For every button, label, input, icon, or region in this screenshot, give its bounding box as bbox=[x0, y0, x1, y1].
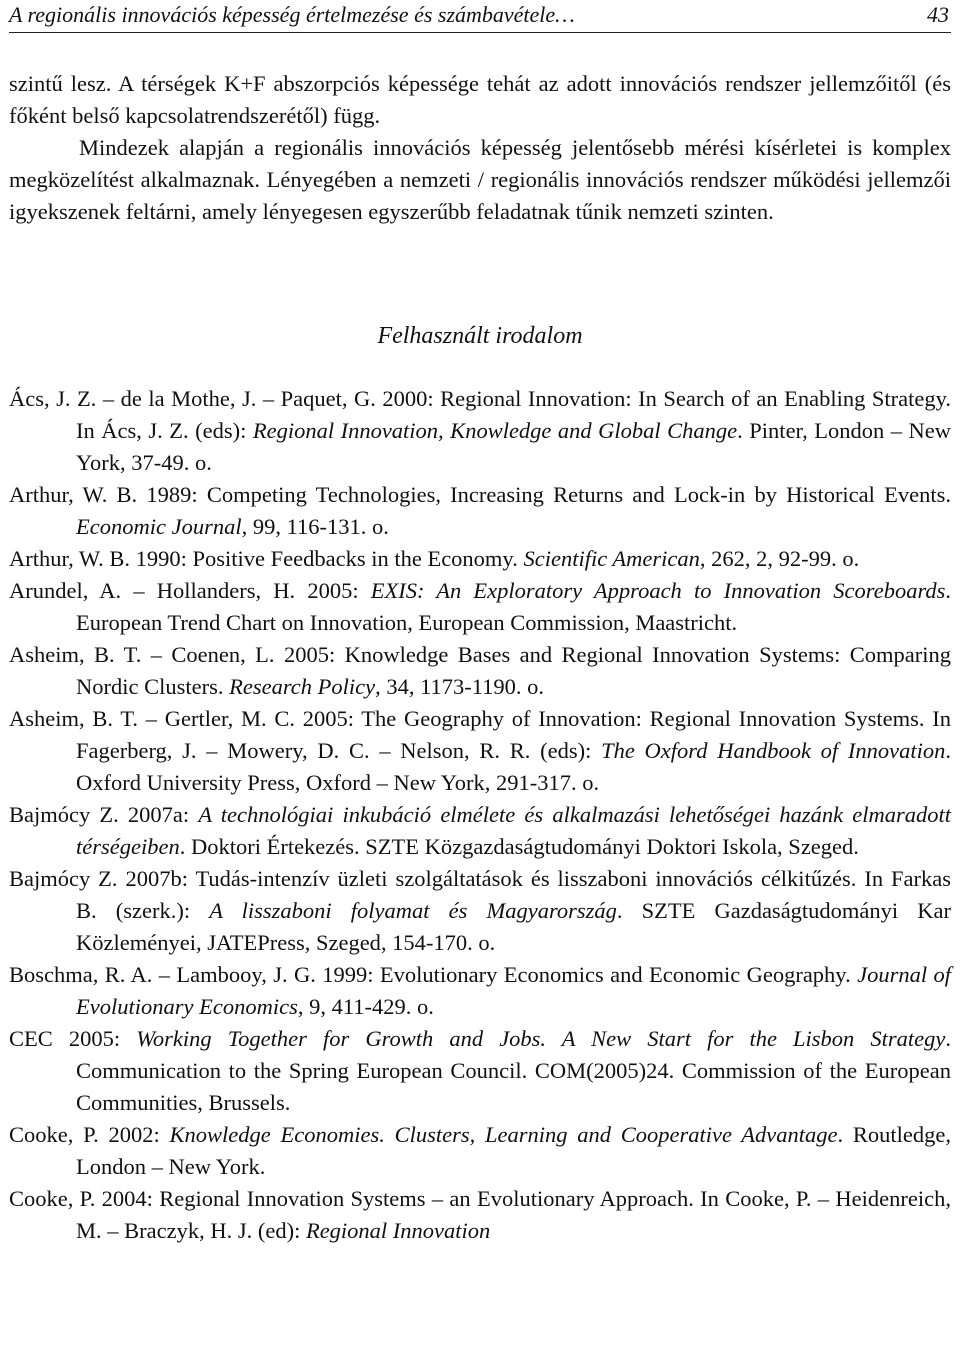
page-number: 43 bbox=[927, 2, 949, 27]
reference-item: Bajmócy Z. 2007b: Tudás-intenzív üzleti szolgáltatások és lisszaboni innovációs célkitűzés. In Farkas B. (szerk.): A lisszaboni folyamat és Magyarország. SZTE Gazdaságtudományi Kar Közleményei, JATEPress, Szeged, 154-170. o. bbox=[9, 866, 952, 955]
reference-item: Arthur, W. B. 1989: Competing Technologies, Increasing Returns and Lock-in by Historical Events. Economic Journal, 99, 116-131. o. bbox=[9, 482, 951, 539]
reference-item: Arthur, W. B. 1990: Positive Feedbacks in the Economy. Scientific American, 262, 2, 92-99. o. bbox=[9, 546, 860, 571]
reference-item: CEC 2005: Working Together for Growth and Jobs. A New Start for the Lisbon Strategy. Communication to the Spring European Council. COM(2005)24. Commission of the European Communities, Brussels. bbox=[9, 1026, 952, 1115]
body-text bbox=[9, 68, 951, 228]
reference-item: Cooke, P. 2002: Knowledge Economies. Clusters, Learning and Cooperative Advantage. Routledge, London – New York. bbox=[9, 1122, 952, 1179]
reference-list bbox=[9, 383, 951, 1247]
paragraph: szintű lesz. A térségek K+F abszorpciós képessége tehát az adott innovációs rendszer jellemzőitől (és főként belső kapcsolatrendszerétől) függ. bbox=[9, 71, 951, 128]
reference-item: Asheim, B. T. – Coenen, L. 2005: Knowledge Bases and Regional Innovation Systems: Comparing Nordic Clusters. Research Policy, 34, 1173-1190. o. bbox=[9, 642, 951, 699]
paragraph: Mindezek alapján a regionális innovációs képesség jelentősebb mérési kísérletei is komplex megközelítést alkalmaznak. Lényegében a nemzeti / regionális innovációs rendszer működési jellemzői igyekszenek feltárni, amely lényegesen egyszerűbb feladatnak tűnik nemzeti szinten. bbox=[9, 135, 951, 224]
reference-item: Bajmócy Z. 2007a: A technológiai inkubáció elmélete és alkalmazási lehetőségei hazánk elmaradott térségeiben. Doktori Értekezés. SZTE Közgazdaságtudományi Doktori Iskola, Szeged. bbox=[9, 802, 951, 859]
section-title: Felhasznált irodalom bbox=[377, 323, 583, 349]
reference-item: Asheim, B. T. – Gertler, M. C. 2005: The Geography of Innovation: Regional Innovation Systems. In Fagerberg, J. – Mowery, D. C. – Nelson, R. R. (eds): The Oxford Handbook of Innovation. Oxford University Press, Oxford – New York, 291-317. o. bbox=[9, 706, 951, 795]
reference-item: Boschma, R. A. – Lambooy, J. G. 1999: Evolutionary Economics and Economic Geography. Journal of Evolutionary Economics, 9, 411-429. o. bbox=[9, 962, 951, 1019]
reference-item: Arundel, A. – Hollanders, H. 2005: EXIS: An Exploratory Approach to Innovation Scoreboards. European Trend Chart on Innovation, European Commission, Maastricht. bbox=[9, 578, 951, 635]
reference-item: Cooke, P. 2004: Regional Innovation Systems – an Evolutionary Approach. In Cooke, P. – Heidenreich, M. – Braczyk, H. J. (ed): Regional Innovation bbox=[9, 1186, 951, 1243]
reference-item: Ács, J. Z. – de la Mothe, J. – Paquet, G. 2000: Regional Innovation: In Search of an Enabling Strategy. In Ács, J. Z. (eds): Regional Innovation, Knowledge and Global Change. Pinter, London – New York, 37-49. o. bbox=[9, 386, 951, 475]
running-header bbox=[9, 0, 951, 33]
running-title: A regionális innovációs képesség értelmezése és számbavétele… bbox=[9, 2, 575, 27]
